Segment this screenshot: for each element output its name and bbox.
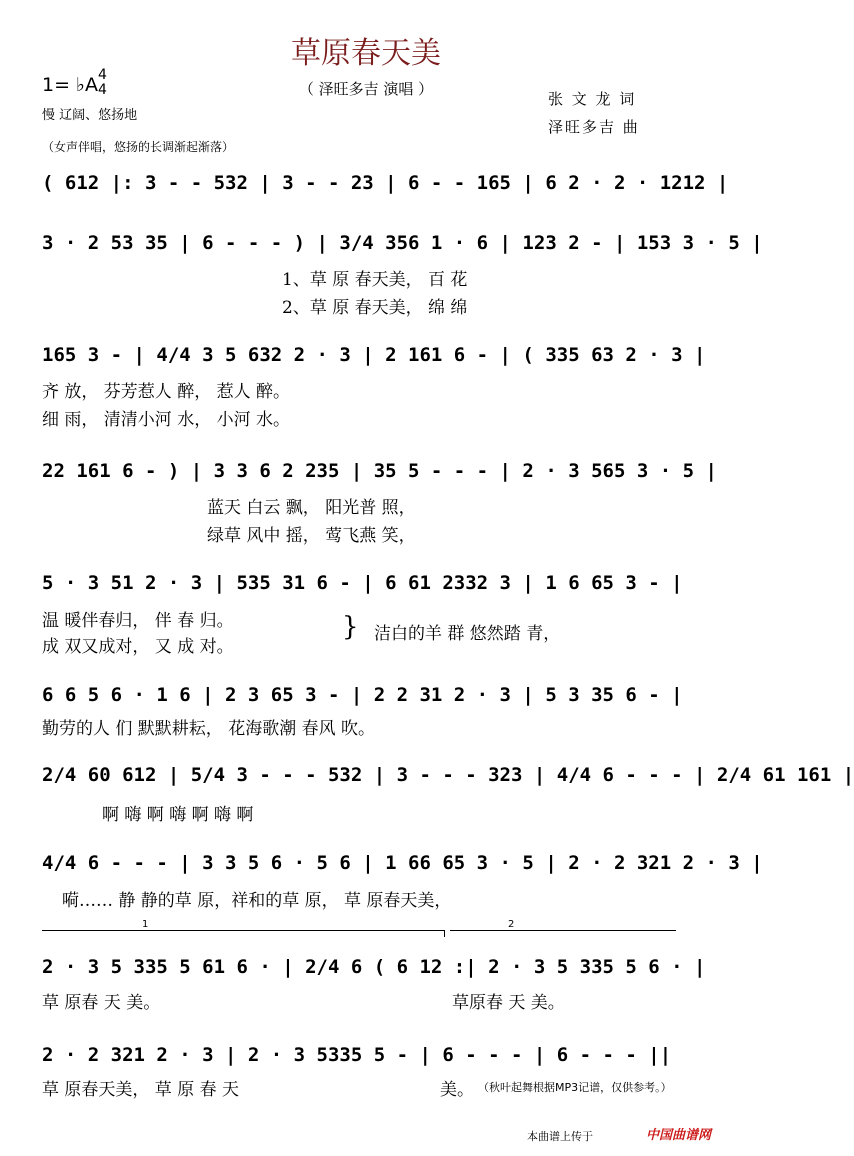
score-row-8: 4/4 6 - - - | 3 3 5 6 · 5 6 | 1 66 65 3 · 5 | 2 · 2 321 2 · 3 | [42, 852, 763, 874]
score-row-3: 165 3 - | 4/4 3 5 632 2 · 3 | 2 161 6 - | ( 335 63 2 · 3 | [42, 344, 706, 366]
score-title: 草原春天美 [291, 36, 441, 71]
score-row-7: 2/4 60 612 | 5/4 3 - - - 532 | 3 - - - 323 | 4/4 6 - - - | 2/4 61 161 | [42, 764, 854, 786]
lyric-line9-end: 美。 [440, 1080, 474, 1100]
score-row-1: ( 612 |: 3 - - 532 | 3 - - 23 | 6 - - 165 | 6 2 · 2 · 1212 | [42, 172, 729, 194]
lyric-verse1-line2: 齐 放， 芬芳惹人 醉， 惹人 醉。 [42, 382, 291, 402]
lyric-line4b: 成 双又成对， 又 成 对。 [42, 637, 234, 657]
meter-top: 4 [98, 67, 107, 83]
lyric-line9: 草 原春天美， 草 原 春 天 [42, 1080, 240, 1100]
key-signature: 1= ♭A [42, 74, 99, 96]
score-row-5: 5 · 3 51 2 · 3 | 535 31 6 - | 6 61 2332 3 | 1 6 65 3 - | [42, 572, 683, 594]
score-row-2: 3 · 2 53 35 | 6 - - - ) | 3/4 356 1 · 6 | 123 2 - | 153 3 · 5 | [42, 232, 763, 254]
composer-credit: 泽旺多吉 曲 [548, 118, 640, 136]
upload-note: 本曲谱上传于 [527, 1130, 593, 1143]
lyric-line3b: 绿草 风中 摇， 莺飞燕 笑， [207, 526, 416, 546]
lyric-verse2-line1: 2、草 原 春天美， 绵 绵 [282, 298, 468, 318]
lyric-line7: 嗬…… 静 静的草 原，祥和的草 原， 草 原春天美， [62, 891, 452, 911]
lyric-verse2-line2: 细 雨， 清清小河 水， 小河 水。 [42, 410, 291, 430]
lyric-brace: } [342, 612, 359, 642]
lyricist-credit: 张 文 龙 词 [548, 90, 637, 108]
lyric-line8a: 草 原春 天 美。 [42, 993, 161, 1013]
score-row-10: 2 · 2 321 2 · 3 | 2 · 3 5335 5 - | 6 - - - | 6 - - - || [42, 1044, 672, 1066]
lyric-line4c: 洁白的羊 群 悠然踏 青， [374, 624, 561, 644]
transcription-note: （秋叶起舞根据MP3记谱，仅供参考。） [478, 1081, 672, 1094]
volta-second [450, 919, 676, 937]
performer: （ 泽旺多吉 演唱 ） [298, 80, 434, 98]
lyric-line4a: 温 暖伴春归， 伴 春 归。 [42, 611, 234, 631]
performance-note: （女声伴唱，悠扬的长调渐起渐落） [42, 140, 235, 154]
lyric-line5: 勤劳的人 们 默默耕耘， 花海歌潮 春风 吹。 [42, 719, 376, 739]
lyric-verse1-line1: 1、草 原 春天美， 百 花 [282, 270, 468, 290]
lyric-line3a: 蓝天 白云 飘， 阳光普 照， [207, 498, 416, 518]
tempo-marking: 慢 辽阔、悠扬地 [42, 108, 138, 123]
meter-bottom: 4 [98, 82, 107, 98]
score-row-9: 2 · 3 5 335 5 61 6 · | 2/4 6 ( 6 12 :| 2 · 3 5 335 5 6 · | [42, 956, 706, 978]
lyric-line8b: 草原春 天 美。 [452, 993, 565, 1013]
volta-first-number: 1 [142, 919, 149, 930]
score-row-6: 6 6 5 6 · 1 6 | 2 3 65 3 - | 2 2 31 2 · 3 | 5 3 35 6 - | [42, 684, 683, 706]
time-signature [98, 68, 107, 98]
volta-first [42, 919, 445, 937]
score-row-4: 22 161 6 - ) | 3 3 6 2 235 | 35 5 - - - | 2 · 3 565 3 · 5 | [42, 460, 717, 482]
lyric-line6: 啊 嗨 啊 嗨 啊 嗨 啊 [102, 805, 254, 825]
volta-second-number: 2 [508, 919, 515, 930]
site-logo[interactable]: 中国曲谱网 [646, 1128, 712, 1143]
